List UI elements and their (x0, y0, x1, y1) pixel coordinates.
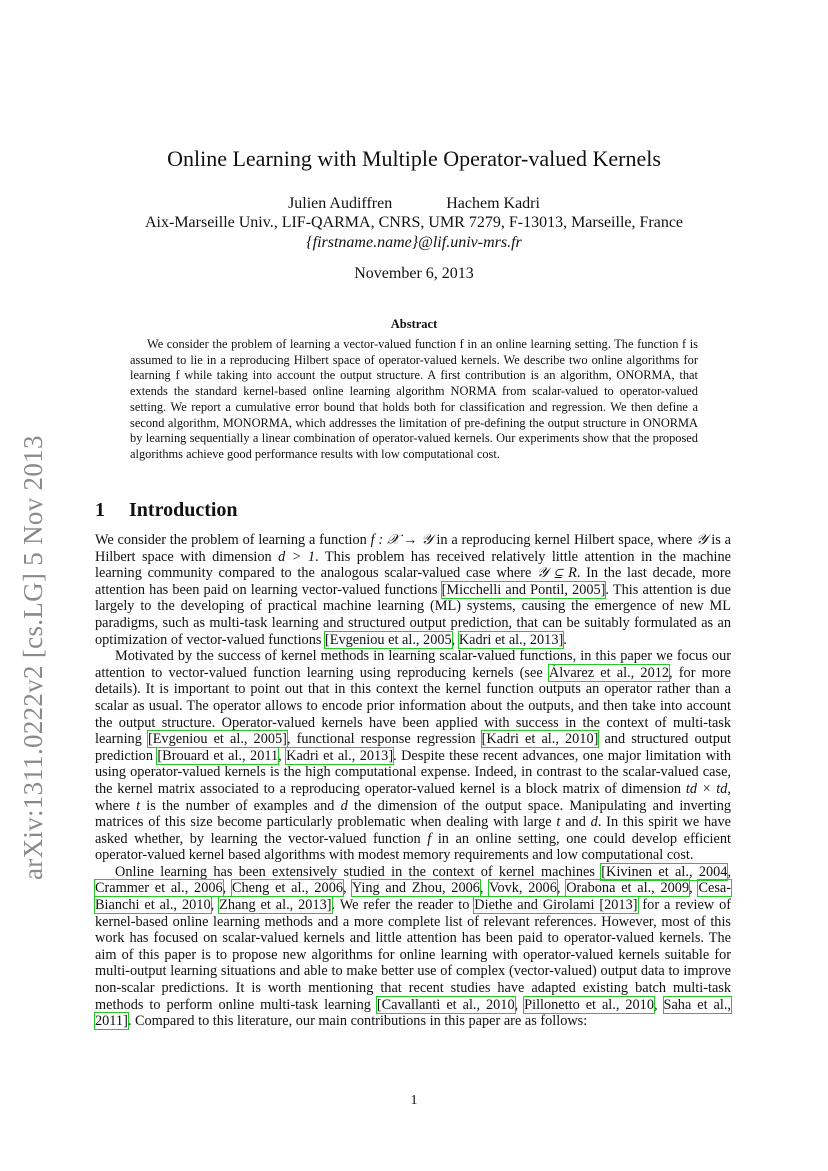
citation-link[interactable]: Álvarez et al., 2012 (548, 664, 670, 681)
text-run: . (563, 631, 567, 648)
text-run: and structured output prediction (95, 731, 731, 764)
citation-link[interactable]: [Kadri et al., 2010] (481, 731, 599, 748)
text-run: for a review of kernel-based online learning methods and a more complete list of relevant references. However, most of this work has focused on scalar-valued kernels and little attention has been paid to operator-valued kernels. The aim of this paper is to propose new algorithms for online learning with operator-valued kernels suitable for multi-output learning situations and able to make better use of complex (vector-valued) output data to improve non-scalar predictions. It is worth mentioning that recent studies have adapted existing batch multi-task methods to perform online multi-task learning (95, 897, 731, 1013)
author-list (0, 195, 828, 213)
math-expression: td × td (685, 780, 728, 797)
paragraph (95, 864, 731, 1030)
citation-link[interactable]: Kadri et al., 2013] (458, 631, 564, 648)
citation-link[interactable]: Cesa-Bianchi et al., 2010 (95, 880, 731, 914)
text-run: , (727, 863, 732, 880)
math-expression: d > 1 (278, 548, 316, 565)
paper-date: November 6, 2013 (354, 265, 474, 282)
citation-link[interactable]: Pillonetto et al., 2010 (524, 996, 654, 1013)
citation-link[interactable]: Crammer et al., 2006 (95, 880, 223, 897)
text-run: , (278, 747, 287, 764)
math-expression: t (556, 814, 561, 831)
paragraph (95, 648, 731, 864)
body-text (95, 532, 731, 1030)
text-run: in a reproducing kernel Hilbert space, where (432, 532, 697, 548)
text-run: is a Hilbert space with dimension (95, 532, 731, 565)
text-run: . In this spirit we have asked whether, by learning the vector-valued function (95, 814, 731, 847)
text-run: and (560, 814, 591, 831)
text-run: is the number of examples and (140, 797, 341, 814)
citation-link[interactable]: Cheng et al., 2006 (232, 880, 343, 897)
citation-link[interactable]: Saha et al., 2011] (95, 996, 731, 1030)
text-run: , (689, 880, 699, 897)
math-expression: f (427, 830, 432, 847)
text-run: . This attention is due largely to the developing of practical machine learning (ML) systems, causing the emergence of new ML paradigms, such as multi-task learning and structured output prediction, that can be suitably formulated as an optimization of vector-valued functions (95, 581, 732, 648)
citation-link[interactable]: Kadri et al., 2013] (286, 747, 394, 764)
text-run: , (343, 880, 352, 897)
text-run: . We refer the reader to (331, 897, 475, 914)
text-run: , (479, 880, 489, 897)
text-run: , for more details). It is important to point out that in this context the kernel function outputs an operator rather than a scalar as usual. The operator allows to encode prior information about the outputs, and then take into account the output structure. Operator-valued kernels have been applied with success in the context of multi-task learning (95, 664, 732, 748)
math-expression: 𝒴 (696, 532, 708, 548)
math-expression: f : 𝒳 → 𝒴 (370, 532, 433, 548)
text-run: . Despite these recent advances, one major limitation with using operator-valued kernels is the high computational expense. Indeed, in contrast to the scalar-valued case, the kernel matrix associated to a reproducing operator-valued kernel is a block matrix of dimension (95, 747, 731, 797)
text-run: We consider the problem of learning a function (95, 532, 371, 548)
math-expression: d (340, 797, 348, 814)
affiliation: Aix-Marseille Univ., LIF-QARMA, CNRS, UMR 7279, F-13013, Marseille, France (144, 214, 684, 231)
text-run: Motivated by the success of kernel methods in learning scalar-valued functions, in this paper we focus our attention to vector-valued function learning using reproducing kernels (see (95, 648, 731, 681)
text-run: , (653, 996, 664, 1013)
citation-link[interactable]: [Micchelli and Pontil, 2005] (441, 581, 606, 598)
text-run: , where (95, 780, 731, 814)
text-run: Online learning has been extensively studied in the context of kernel machines (115, 863, 602, 880)
text-run: , (451, 631, 459, 648)
author-name: Hachem Kadri (446, 195, 540, 212)
section-title: Introduction (129, 499, 238, 521)
citation-link[interactable]: [Brouard et al., 2011 (157, 747, 279, 764)
math-expression: t (136, 797, 141, 814)
citation-link[interactable]: Vovk, 2006 (489, 880, 557, 897)
text-run: in an online setting, one could develop efficient operator-valued kernel based algorithms with modest memory requirements and low computational cost. (95, 830, 731, 864)
text-run: . In the last decade, more attention has been paid on learning vector-valued functions (95, 565, 732, 598)
text-run: , functional response regression (286, 731, 482, 748)
text-run: . This problem has received relatively little attention in the machine learning community compared to the analogous scalar-valued case where (95, 548, 732, 582)
email-address: {firstname.name}@lif.univ-mrs.fr (306, 234, 522, 251)
text-run: . Compared to this literature, our main contributions in this paper are as follows: (127, 1013, 588, 1030)
paragraph (95, 532, 731, 648)
citation-link[interactable]: [Kivinen et al., 2004 (601, 863, 728, 880)
citation-link[interactable]: [Evgeniou et al., 2005] (147, 731, 287, 748)
abstract-text: We consider the problem of learning a vector-valued function f in an online learning setting. The function f is assumed to lie in a reproducing Hilbert space of operator-valued kernels. We describe two online algorithms for learning f while taking into account the output structure. A first contribution is an algorithm, ONORMA, that extends the standard kernel-based online learning algorithm NORMA from scalar-valued to operator-valued setting. We report a cumulative error bound that holds both for classification and regression. We then define a second algorithm, MONORMA, which addresses the limitation of pre-defining the output structure in ONORMA by learning sequentially a linear combination of operator-valued kernels. Our experiments show that the proposed algorithms achieve good performance results with low computational cost. (130, 337, 698, 461)
math-expression: 𝒴 ⊆ R (537, 565, 577, 582)
citation-link[interactable]: Diethe and Girolami [2013] (474, 897, 638, 914)
abstract-heading: Abstract (390, 317, 438, 331)
citation-link[interactable]: [Cavallanti et al., 2010 (376, 996, 515, 1013)
author-name: Julien Audiffren (288, 195, 393, 212)
math-expression: d (590, 814, 598, 831)
citation-link[interactable]: Zhang et al., 2013] (219, 897, 332, 914)
arxiv-side-stamp: arXiv:1311.0222v2 [cs.LG] 5 Nov 2013 (18, 435, 48, 880)
citation-link[interactable]: Orabona et al., 2009 (566, 880, 690, 897)
text-run: , (556, 880, 567, 897)
text-run: , (210, 897, 220, 914)
text-run: , (514, 996, 525, 1013)
text-run: the dimension of the output space. Manipulating and inverting matrices of this size become particularly problematic when dealing with large (95, 797, 732, 831)
paper-title: Online Learning with Multiple Operator-valued Kernels (167, 146, 661, 171)
citation-link[interactable]: [Evgeniou et al., 2005 (325, 631, 452, 648)
citation-link[interactable]: Ying and Zhou, 2006 (351, 880, 480, 897)
section-heading (95, 499, 238, 522)
text-run: , (222, 880, 232, 897)
page-number: 1 (410, 1093, 418, 1108)
section-number: 1 (95, 499, 105, 521)
